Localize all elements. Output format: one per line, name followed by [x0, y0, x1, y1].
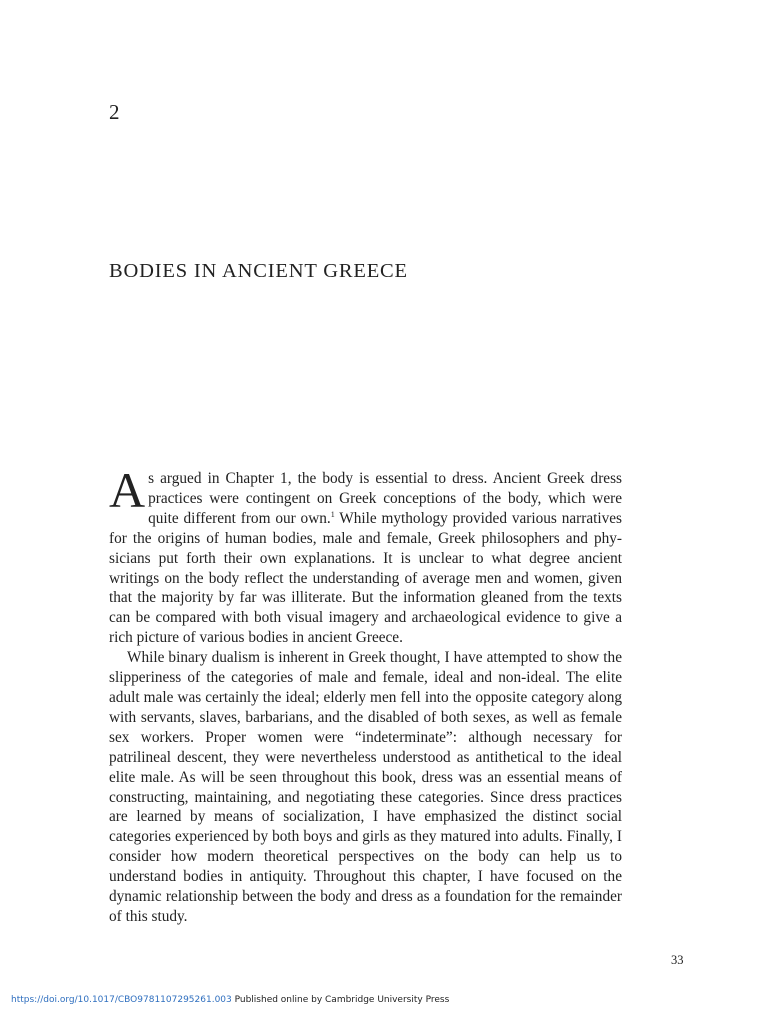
chapter-number: 2 — [109, 100, 120, 124]
doi-link[interactable]: https://doi.org/10.1017/CBO9781107295261.003 — [11, 995, 232, 1005]
paragraph-1 — [109, 462, 622, 648]
footnote-marker[interactable]: 1 — [330, 509, 335, 519]
body-text — [109, 462, 622, 927]
page-number: 33 — [671, 953, 684, 967]
footer — [11, 995, 449, 1005]
drop-cap: A — [109, 462, 146, 518]
published-text: Published online by Cambridge University Press — [231, 995, 450, 1005]
chapter-title: BODIES IN ANCIENT GREECE — [109, 260, 408, 282]
paragraph-2: While binary dualism is inherent in Greek thought, I have attempted to show the slipperiness of the categories of male and female, ideal and non-ideal. The elite adult male was certainly the ideal; elderly men fell into the opposite category along with servants, slaves, barbarians, and the disabled of both sexes, as well as female sex workers. Proper women were “indeterminate”: although necessary for patrilineal descent, they were nevertheless understood as antithetical to the ideal elite male. As will be seen throughout this book, dress was an essential means of constructing, maintaining, and negotiating these categories. Since dress practices are learned by means of socialization, I have emphasized the distinct social categories experienced by both boys and girls as they matured into adults. Finally, I consider how modern theoretical perspectives on the body can help us to understand bodies in antiquity. Throughout this chapter, I have focused on the dynamic relationship between the body and dress as a foundation for the remainder of this study. — [109, 649, 622, 925]
paragraph-1-rest: While mythology provided various narratives for the origins of human bodies, male and female, Greek philosophers and physicians put forth their own explanations. It is unclear to what degree ancient writings on the body reflect the understanding of average men and women, given that the majority by far was illiterate. But the information gleaned from the texts can be compared with both visual imagery and archaeological evidence to give a rich picture of various bodies in ancient Greece. — [109, 509, 622, 647]
paragraph-1-lead: s argued in Chapter 1, the body is essential to dress. Ancient Greek dress practices were contingent on Greek conceptions of the body, which were quite different from our own. — [148, 470, 622, 527]
